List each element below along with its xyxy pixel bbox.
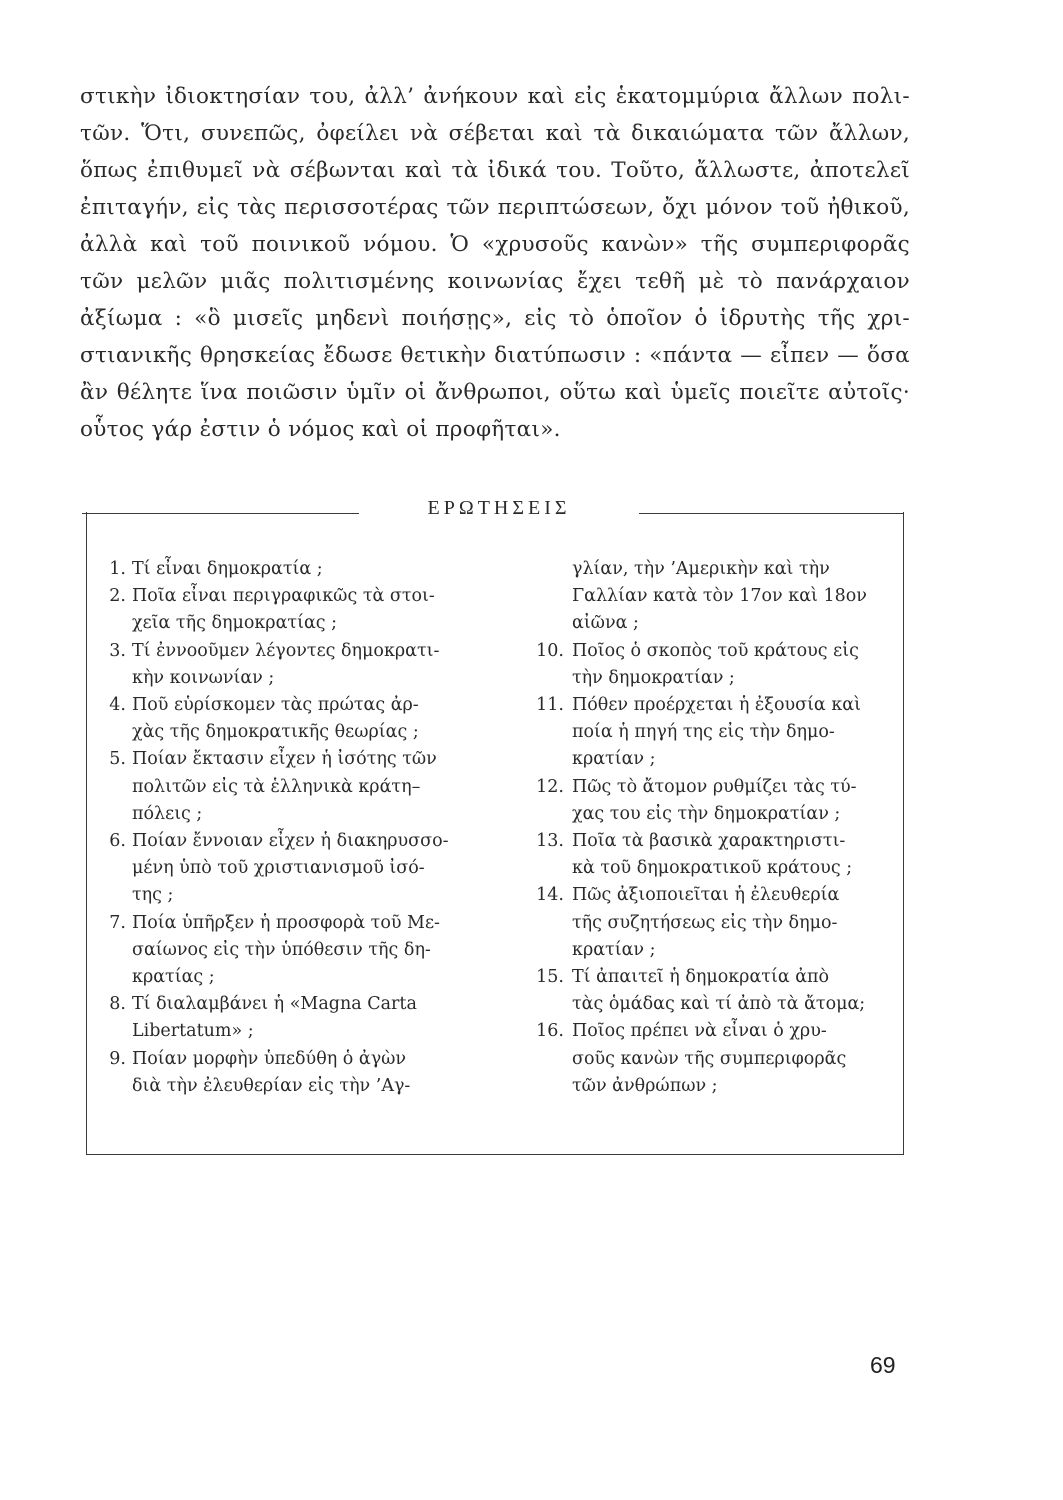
question-text-line: Πῶς ἀξιοποιεῖται ἡ ἐλευθερία [572, 885, 840, 906]
question-text-line: Πῶς τὸ ἄτομον ρυθμίζει τὰς τύ- [572, 776, 857, 797]
question-item [520, 774, 900, 828]
question-item [98, 746, 468, 828]
question-text-line: κρατίαν ; [572, 939, 656, 960]
question-item [520, 638, 900, 692]
question-item [98, 583, 468, 637]
questions-right-column [520, 556, 900, 1100]
question-item [98, 692, 468, 746]
paragraph-line: ὅπως ἐπιθυμεῖ νὰ σέβωνται καὶ τὰ ἰδικά του. Τοῦτο, ἄλλωστε, ἀποτελεῖ [80, 158, 910, 183]
question-text-line: Τί διαλαμβάνει ἡ «Magna Carta [132, 994, 417, 1015]
question-text-line: τὴν δημοκρατίαν ; [572, 667, 735, 688]
question-text-line: μένη ὑπὸ τοῦ χριστιανισμοῦ ἰσό- [132, 858, 425, 879]
question-text-line: χας του εἰς τὴν δημοκρατίαν ; [572, 803, 841, 824]
question-item [520, 1018, 900, 1100]
question-text-line: Ποίαν μορφὴν ὑπεδύθη ὁ ἀγὼν [132, 1048, 407, 1069]
question-number: 9. [109, 1048, 126, 1069]
question-text-line: Ποίαν ἔκτασιν εἶχεν ἡ ἰσότης τῶν [132, 749, 437, 770]
question-text-line: κρατίαν ; [572, 749, 656, 770]
question-text-line: κρατίας ; [132, 967, 215, 988]
question-number: 15. [536, 967, 564, 988]
question-item [520, 828, 900, 882]
question-item [98, 556, 468, 583]
question-item [520, 882, 900, 964]
question-item [98, 638, 468, 692]
paragraph-line: στικὴν ἰδιοκτησίαν του, ἀλλ’ ἀνήκουν καὶ εἰς ἑκατομμύρια ἄλλων πολι- [80, 84, 910, 109]
question-text-line: γλίαν, τὴν ’Αμερικὴν καὶ τὴν [572, 559, 830, 579]
question-text-line: Τί ἐννοοῦμεν λέγοντες δημοκρατι- [132, 640, 440, 661]
question-item [98, 1046, 468, 1100]
question-text-line: Τί εἶναι δημοκρατία ; [132, 559, 323, 579]
questions-left-column [98, 556, 468, 1100]
question-number: 5. [109, 749, 126, 770]
question-text-line: κὰ τοῦ δημοκρατικοῦ κράτους ; [572, 858, 853, 879]
question-number: 12. [536, 776, 564, 797]
paragraph-line: ἀξίωμα : «ὃ μισεῖς μηδενὶ ποιήσῃς», εἰς τὸ ὁποῖον ὁ ἱδρυτὴς τῆς χρι- [80, 306, 910, 331]
question-text-line: τὰς ὁμάδας καὶ τί ἀπὸ τὰ ἄτομα; [572, 994, 866, 1015]
question-item [520, 692, 900, 774]
question-text-line: Τί ἀπαιτεῖ ἡ δημοκρατία ἀπὸ [572, 967, 830, 988]
question-number: 11. [536, 695, 564, 716]
question-text-line: χὰς τῆς δημοκρατικῆς θεωρίας ; [132, 722, 419, 743]
question-text-line: Ποῖος ὁ σκοπὸς τοῦ κράτους εἰς [572, 640, 859, 661]
question-text-line: διὰ τὴν ἐλευθερίαν εἰς τὴν ’Αγ- [132, 1075, 411, 1096]
paragraph-line: τῶν μελῶν μιᾶς πολιτισμένης κοινωνίας ἔχει τεθῆ μὲ τὸ πανάρχαιον [80, 269, 910, 294]
question-number: 16. [536, 1021, 564, 1042]
paragraph-line: τῶν. Ὅτι, συνεπῶς, ὀφείλει νὰ σέβεται καὶ τὰ δικαιώματα τῶν ἄλλων, [80, 121, 910, 146]
question-number: 10. [536, 640, 564, 661]
question-number: 3. [109, 640, 126, 661]
question-text-line: σοῦς κανὼν τῆς συμπεριφορᾶς [572, 1048, 847, 1069]
question-text-line: Γαλλίαν κατὰ τὸν 17ον καὶ 18ον [572, 586, 867, 607]
question-text-line: αἰῶνα ; [572, 613, 639, 634]
question-number: 1. [109, 559, 126, 579]
question-item [98, 991, 468, 1045]
questions-title: ΕΡΩΤΗΣΕΙΣ [427, 497, 571, 519]
question-item [520, 556, 900, 638]
question-text-line: Ποία ὑπῆρξεν ἡ προσφορὰ τοῦ Με- [132, 912, 440, 933]
paragraph-line: ἂν θέλητε ἵνα ποιῶσιν ὑμῖν οἱ ἄνθρωποι, οὕτω καὶ ὑμεῖς ποιεῖτε αὐτοῖς· [80, 380, 910, 405]
question-number: 7. [109, 912, 126, 933]
question-text-line: της ; [132, 885, 174, 906]
question-text-line: ποία ἡ πηγή της εἰς τὴν δημο- [572, 722, 835, 743]
question-number: 8. [109, 994, 126, 1015]
question-text-line: Ποῖα τὰ βασικὰ χαρακτηριστι- [572, 831, 846, 852]
question-item [98, 828, 468, 910]
question-text-line: Ποίαν ἔννοιαν εἶχεν ἡ διακηρυσσο- [132, 831, 449, 852]
question-text-line: Ποῦ εὑρίσκομεν τὰς πρώτας ἀρ- [132, 695, 419, 716]
question-number: 6. [109, 831, 126, 852]
question-number: 4. [109, 695, 126, 716]
question-text-line: τῶν ἀνθρώπων ; [572, 1075, 718, 1096]
question-text-line: Ποῖα εἶναι περιγραφικῶς τὰ στοι- [132, 586, 435, 607]
paragraph-line: ἀλλὰ καὶ τοῦ ποινικοῦ νόμου. Ὁ «χρυσοῦς κανὼν» τῆς συμπεριφορᾶς [80, 232, 910, 257]
question-text-line: κὴν κοινωνίαν ; [132, 667, 275, 688]
question-item [520, 964, 900, 1018]
page-number: 69 [870, 1352, 896, 1378]
question-text-line: σαίωνος εἰς τὴν ὑπόθεσιν τῆς δη- [132, 939, 431, 960]
paragraph-line: στιανικῆς θρησκείας ἔδωσε θετικὴν διατύπωσιν : «πάντα — εἶπεν — ὅσα [80, 343, 910, 368]
question-item [98, 910, 468, 992]
question-text-line: Πόθεν προέρχεται ἡ ἐξουσία καὶ [572, 695, 861, 716]
question-text-line: πόλεις ; [132, 803, 203, 824]
question-number: 2. [109, 586, 126, 607]
question-text-line: τῆς συζητήσεως εἰς τὴν δημο- [572, 912, 838, 933]
question-text-line: πολιτῶν εἰς τὰ ἑλληνικὰ κράτη– [132, 776, 421, 797]
question-text-line: Ποῖος πρέπει νὰ εἶναι ὁ χρυ- [572, 1021, 827, 1042]
body-paragraph [80, 78, 910, 448]
question-text-line: Libertatum» ; [132, 1021, 254, 1042]
question-text-line: χεῖα τῆς δημοκρατίας ; [132, 613, 338, 634]
question-number: 13. [536, 831, 564, 852]
paragraph-line: οὗτος γάρ ἐστιν ὁ νόμος καὶ οἱ προφῆται». [80, 417, 561, 442]
paragraph-line: ἐπιταγήν, εἰς τὰς περισσοτέρας τῶν περιπτώσεων, ὄχι μόνον τοῦ ἠθικοῦ, [80, 195, 910, 220]
question-number: 14. [536, 885, 564, 906]
